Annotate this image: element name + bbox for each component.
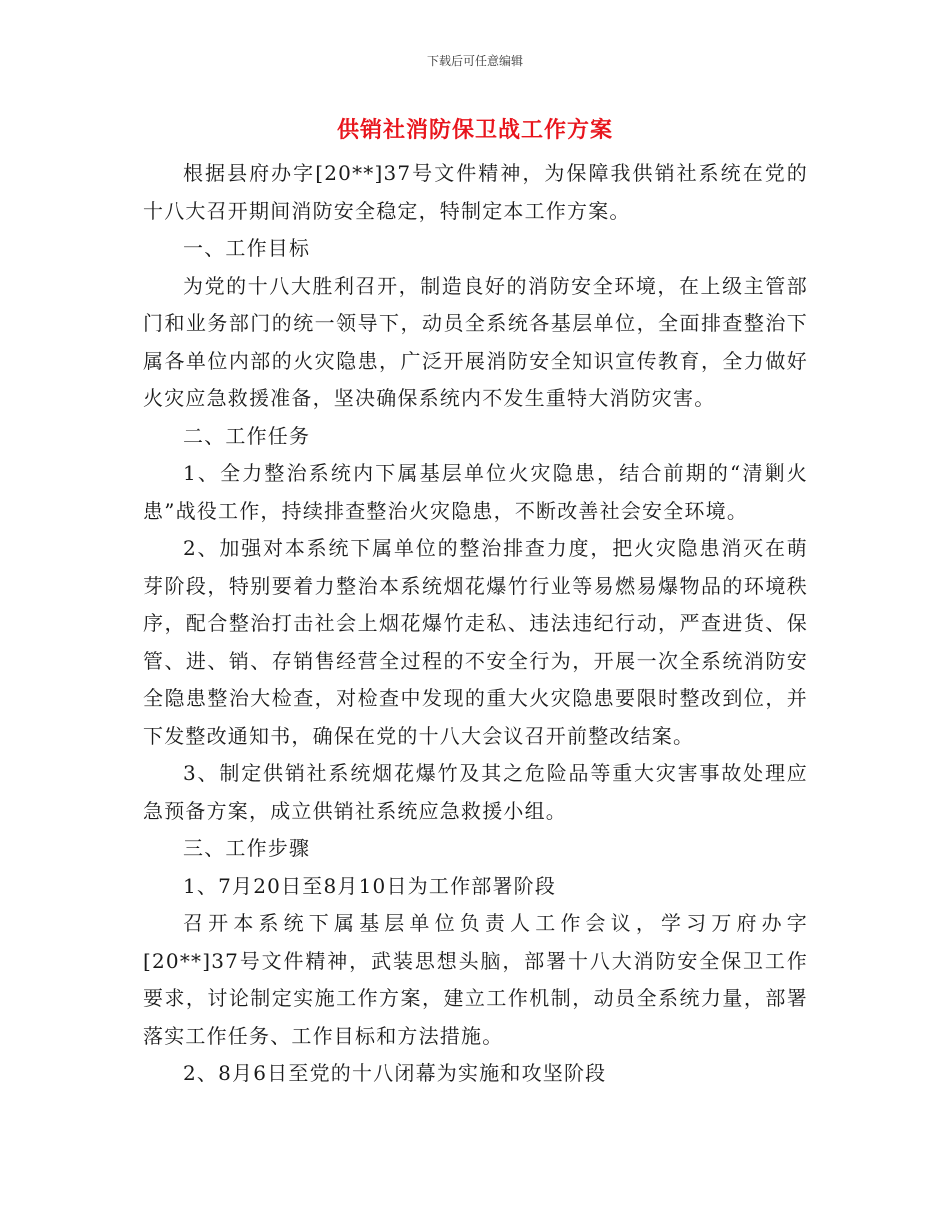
section-heading-tasks: 二、工作任务	[183, 423, 311, 448]
paragraph-task-1: 1、全力整治系统内下属基层单位火灾隐患，结合前期的“清剿火患”战役工作，持续排查整治火灾隐患，不断改善社会安全环境。	[143, 461, 808, 523]
section-heading-goals: 一、工作目标	[183, 236, 311, 260]
paragraph-step-2-heading: 2、8月6日至党的十八闭幕为实施和攻坚阶段	[183, 1061, 607, 1085]
page-header-note: 下载后可任意编辑	[426, 54, 523, 68]
paragraph-task-2: 2、加强对本系统下属单位的整治排查力度，把火灾隐患消灭在萌芽阶段，特别要着力整治本系统烟花爆竹行业等易燃易爆物品的环境秩序，配合整治打击社会上烟花爆竹走私、违法违纪行动，严查进货、保管、进、销、存销售经营全过程的不安全行为，开展一次全系统消防安全隐患整治大检查，对检查中发现的重大火灾隐患要限时整改到位，并下发整改通知书，确保在党的十八大会议召开前整改结案。	[143, 536, 808, 748]
paragraph-intro: 根据县府办字[20**]37号文件精神，为保障我供销社系统在党的十八大召开期间消防安全稳定，特制定本工作方案。	[143, 161, 808, 223]
document-title: 供销社消防保卫战工作方案	[336, 118, 613, 143]
paragraph-step-1-body: 召开本系统下属基层单位负责人工作会议，学习万府办字[20**]37号文件精神，武装思想头脑，部署十八大消防安全保卫工作要求，讨论制定实施工作方案，建立工作机制，动员全系统力量，部署落实工作任务、工作目标和方法措施。	[143, 911, 808, 1048]
paragraph-step-1-heading: 1、7月20日至8月10日为工作部署阶段	[183, 873, 557, 898]
paragraph-goals: 为党的十八大胜利召开，制造良好的消防安全环境，在上级主管部门和业务部门的统一领导下，动员全系统各基层单位，全面排查整治下属各单位内部的火灾隐患，广泛开展消防安全知识宣传教育，全力做好火灾应急救援准备，坚决确保系统内不发生重特大消防灾害。	[143, 273, 808, 410]
paragraph-task-3: 3、制定供销社系统烟花爆竹及其之危险品等重大灾害事故处理应急预备方案，成立供销社系统应急救援小组。	[143, 761, 808, 823]
section-heading-steps: 三、工作步骤	[183, 836, 311, 860]
document-body	[143, 155, 808, 1093]
